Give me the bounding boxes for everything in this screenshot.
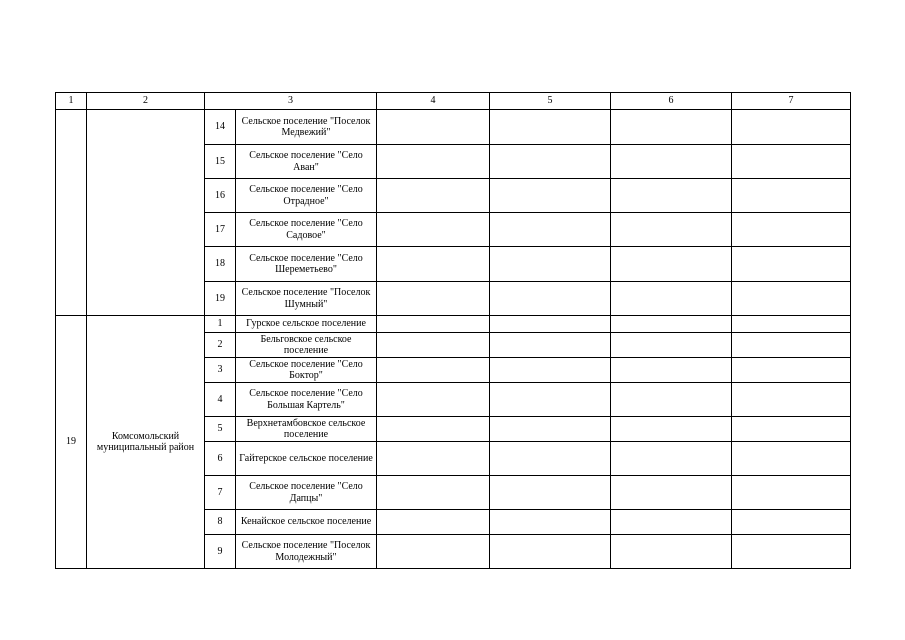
settlement-name: Сельское поселение "Поселок Молодежный" (236, 535, 377, 569)
empty-cell-col-7 (732, 417, 851, 442)
district-name-cell: Комсомольский муниципальный район (87, 316, 205, 569)
empty-cell-col-4 (377, 282, 490, 316)
row-number: 3 (205, 358, 236, 383)
settlement-name: Сельское поселение "Село Боктор" (236, 358, 377, 383)
empty-cell-col-6 (611, 417, 732, 442)
empty-cell-col-6 (611, 247, 732, 282)
district-name-cell (87, 110, 205, 316)
group-index-cell: 19 (56, 316, 87, 569)
empty-cell-col-7 (732, 333, 851, 358)
empty-cell-col-7 (732, 510, 851, 535)
empty-cell-col-4 (377, 213, 490, 247)
row-number: 18 (205, 247, 236, 282)
empty-cell-col-5 (490, 316, 611, 333)
settlement-name: Кенайское сельское поселение (236, 510, 377, 535)
empty-cell-col-7 (732, 145, 851, 179)
empty-cell-col-6 (611, 535, 732, 569)
empty-cell-col-4 (377, 247, 490, 282)
empty-cell-col-7 (732, 442, 851, 476)
empty-cell-col-6 (611, 213, 732, 247)
empty-cell-col-5 (490, 282, 611, 316)
header-col-5: 5 (490, 93, 611, 110)
header-row (56, 93, 851, 110)
settlement-name: Гайтерское сельское поселение (236, 442, 377, 476)
empty-cell-col-5 (490, 213, 611, 247)
empty-cell-col-7 (732, 282, 851, 316)
empty-cell-col-4 (377, 535, 490, 569)
empty-cell-col-7 (732, 535, 851, 569)
header-col-4: 4 (377, 93, 490, 110)
empty-cell-col-4 (377, 510, 490, 535)
empty-cell-col-7 (732, 213, 851, 247)
row-number: 2 (205, 333, 236, 358)
empty-cell-col-7 (732, 247, 851, 282)
row-number: 4 (205, 383, 236, 417)
empty-cell-col-5 (490, 476, 611, 510)
settlement-name: Верхнетамбовское сельское поселение (236, 417, 377, 442)
empty-cell-col-4 (377, 417, 490, 442)
settlement-name: Сельское поселение "Село Садовое" (236, 213, 377, 247)
empty-cell-col-4 (377, 383, 490, 417)
settlement-name: Гурское сельское поселение (236, 316, 377, 333)
empty-cell-col-7 (732, 110, 851, 145)
empty-cell-col-5 (490, 247, 611, 282)
empty-cell-col-4 (377, 476, 490, 510)
empty-cell-col-7 (732, 383, 851, 417)
empty-cell-col-4 (377, 358, 490, 383)
empty-cell-col-6 (611, 510, 732, 535)
row-number: 9 (205, 535, 236, 569)
table-row (56, 316, 851, 333)
settlement-name: Сельское поселение "Поселок Медвежий" (236, 110, 377, 145)
empty-cell-col-5 (490, 383, 611, 417)
row-number: 7 (205, 476, 236, 510)
empty-cell-col-6 (611, 333, 732, 358)
row-number: 19 (205, 282, 236, 316)
settlement-name: Сельское поселение "Поселок Шумный" (236, 282, 377, 316)
empty-cell-col-4 (377, 110, 490, 145)
empty-cell-col-4 (377, 316, 490, 333)
settlement-name: Сельское поселение "Село Аван" (236, 145, 377, 179)
empty-cell-col-5 (490, 358, 611, 383)
row-number: 8 (205, 510, 236, 535)
settlement-name: Сельское поселение "Село Шереметьево" (236, 247, 377, 282)
empty-cell-col-6 (611, 145, 732, 179)
empty-cell-col-5 (490, 333, 611, 358)
header-col-7: 7 (732, 93, 851, 110)
empty-cell-col-6 (611, 110, 732, 145)
settlement-name: Сельское поселение "Село Дапцы" (236, 476, 377, 510)
empty-cell-col-7 (732, 358, 851, 383)
row-number: 16 (205, 179, 236, 213)
empty-cell-col-7 (732, 316, 851, 333)
header-col-1: 1 (56, 93, 87, 110)
empty-cell-col-5 (490, 510, 611, 535)
settlements-table (55, 92, 851, 569)
row-number: 5 (205, 417, 236, 442)
settlement-name: Бельговское сельское поселение (236, 333, 377, 358)
empty-cell-col-7 (732, 179, 851, 213)
row-number: 17 (205, 213, 236, 247)
row-number: 15 (205, 145, 236, 179)
row-number: 14 (205, 110, 236, 145)
header-col-3: 3 (205, 93, 377, 110)
row-number: 6 (205, 442, 236, 476)
empty-cell-col-6 (611, 476, 732, 510)
empty-cell-col-5 (490, 145, 611, 179)
settlement-name: Сельское поселение "Село Отрадное" (236, 179, 377, 213)
empty-cell-col-4 (377, 179, 490, 213)
empty-cell-col-6 (611, 442, 732, 476)
empty-cell-col-5 (490, 535, 611, 569)
empty-cell-col-5 (490, 110, 611, 145)
empty-cell-col-5 (490, 417, 611, 442)
header-col-2: 2 (87, 93, 205, 110)
empty-cell-col-6 (611, 383, 732, 417)
settlement-name: Сельское поселение "Село Большая Картель" (236, 383, 377, 417)
empty-cell-col-4 (377, 145, 490, 179)
empty-cell-col-4 (377, 333, 490, 358)
empty-cell-col-7 (732, 476, 851, 510)
empty-cell-col-6 (611, 358, 732, 383)
group-index-cell (56, 110, 87, 316)
row-number: 1 (205, 316, 236, 333)
empty-cell-col-6 (611, 282, 732, 316)
empty-cell-col-6 (611, 179, 732, 213)
empty-cell-col-6 (611, 316, 732, 333)
empty-cell-col-5 (490, 442, 611, 476)
header-col-6: 6 (611, 93, 732, 110)
empty-cell-col-5 (490, 179, 611, 213)
empty-cell-col-4 (377, 442, 490, 476)
table-row (56, 110, 851, 145)
